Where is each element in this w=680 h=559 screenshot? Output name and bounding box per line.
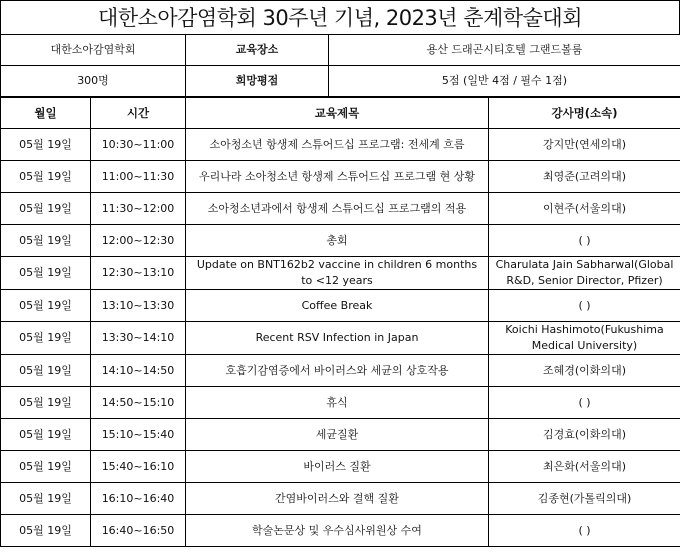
header-title: 교육제목 (186, 98, 489, 129)
venue-value: 용산 드래곤시티호텔 그랜드볼룸 (329, 35, 680, 66)
row-time: 15:40~16:10 (91, 451, 186, 483)
row-date: 05월 19일 (1, 387, 91, 419)
row-time: 12:00~12:30 (91, 225, 186, 257)
row-date: 05월 19일 (1, 419, 91, 451)
row-date: 05월 19일 (1, 290, 91, 322)
row-date: 05월 19일 (1, 193, 91, 225)
row-date: 05월 19일 (1, 483, 91, 515)
header-date: 월일 (1, 98, 91, 129)
row-time: 13:30~14:10 (91, 322, 186, 355)
row-speaker: ( ) (489, 387, 680, 419)
row-title: 소아청소년 항생제 스튜어드십 프로그램: 전세계 흐름 (186, 129, 489, 161)
row-speaker: Koichi Hashimoto(Fukushima Medical University) (489, 322, 680, 355)
row-title: 우리나라 소아청소년 항생제 스튜어드십 프로그램 현 상황 (186, 161, 489, 193)
row-speaker: Charulata Jain Sabharwal(Global R&D, Senior Director, Pfizer) (489, 257, 680, 290)
table-row (1, 387, 680, 419)
schedule-table (0, 97, 680, 547)
venue-label: 교육장소 (186, 35, 329, 66)
table-row (1, 322, 680, 355)
row-speaker: ( ) (489, 515, 680, 547)
organizer-value: 대한소아감염학회 (1, 35, 186, 66)
page-title: 대한소아감염학회 30주년 기념, 2023년 춘계학술대회 (0, 0, 680, 34)
row-date: 05월 19일 (1, 515, 91, 547)
row-date: 05월 19일 (1, 225, 91, 257)
table-row (1, 193, 680, 225)
row-date: 05월 19일 (1, 161, 91, 193)
row-title: Recent RSV Infection in Japan (186, 322, 489, 355)
table-row (1, 355, 680, 387)
table-row (1, 515, 680, 547)
info-row-points (1, 66, 680, 97)
table-row (1, 483, 680, 515)
row-date: 05월 19일 (1, 322, 91, 355)
table-row (1, 161, 680, 193)
row-title: 총회 (186, 225, 489, 257)
row-speaker: 최영준(고려의대) (489, 161, 680, 193)
schedule-header-row (1, 98, 680, 129)
row-title: Coffee Break (186, 290, 489, 322)
row-speaker: 최은화(서울의대) (489, 451, 680, 483)
row-time: 16:10~16:40 (91, 483, 186, 515)
info-table (0, 34, 680, 97)
row-title: 바이러스 질환 (186, 451, 489, 483)
capacity-value: 300명 (1, 66, 186, 97)
row-title: 휴식 (186, 387, 489, 419)
row-time: 10:30~11:00 (91, 129, 186, 161)
points-label: 희망평점 (186, 66, 329, 97)
row-date: 05월 19일 (1, 355, 91, 387)
row-time: 14:10~14:50 (91, 355, 186, 387)
row-title: 학술논문상 및 우수심사위원상 수여 (186, 515, 489, 547)
row-date: 05월 19일 (1, 129, 91, 161)
row-time: 14:50~15:10 (91, 387, 186, 419)
row-title: 소아청소년과에서 항생제 스튜어드십 프로그램의 적용 (186, 193, 489, 225)
row-title: Update on BNT162b2 vaccine in children 6 months to <12 years (186, 257, 489, 290)
table-row (1, 129, 680, 161)
table-row (1, 419, 680, 451)
table-row (1, 225, 680, 257)
row-title: 세균질환 (186, 419, 489, 451)
row-time: 13:10~13:30 (91, 290, 186, 322)
row-speaker: 이현주(서울의대) (489, 193, 680, 225)
row-speaker: 김종현(가톨릭의대) (489, 483, 680, 515)
table-row (1, 257, 680, 290)
row-speaker: 강지만(연세의대) (489, 129, 680, 161)
points-value: 5점 (일반 4점 / 필수 1점) (329, 66, 680, 97)
row-speaker: 김경효(이화의대) (489, 419, 680, 451)
row-time: 16:40~16:50 (91, 515, 186, 547)
row-speaker: ( ) (489, 290, 680, 322)
row-time: 11:30~12:00 (91, 193, 186, 225)
header-speaker: 강사명(소속) (489, 98, 680, 129)
row-speaker: ( ) (489, 225, 680, 257)
row-time: 12:30~13:10 (91, 257, 186, 290)
row-date: 05월 19일 (1, 451, 91, 483)
row-time: 15:10~15:40 (91, 419, 186, 451)
row-speaker: 조혜경(이화의대) (489, 355, 680, 387)
row-time: 11:00~11:30 (91, 161, 186, 193)
row-title: 호흡기감염증에서 바이러스와 세균의 상호작용 (186, 355, 489, 387)
info-row-venue (1, 35, 680, 66)
row-title: 간염바이러스와 결핵 질환 (186, 483, 489, 515)
table-row (1, 290, 680, 322)
table-row (1, 451, 680, 483)
row-date: 05월 19일 (1, 257, 91, 290)
header-time: 시간 (91, 98, 186, 129)
